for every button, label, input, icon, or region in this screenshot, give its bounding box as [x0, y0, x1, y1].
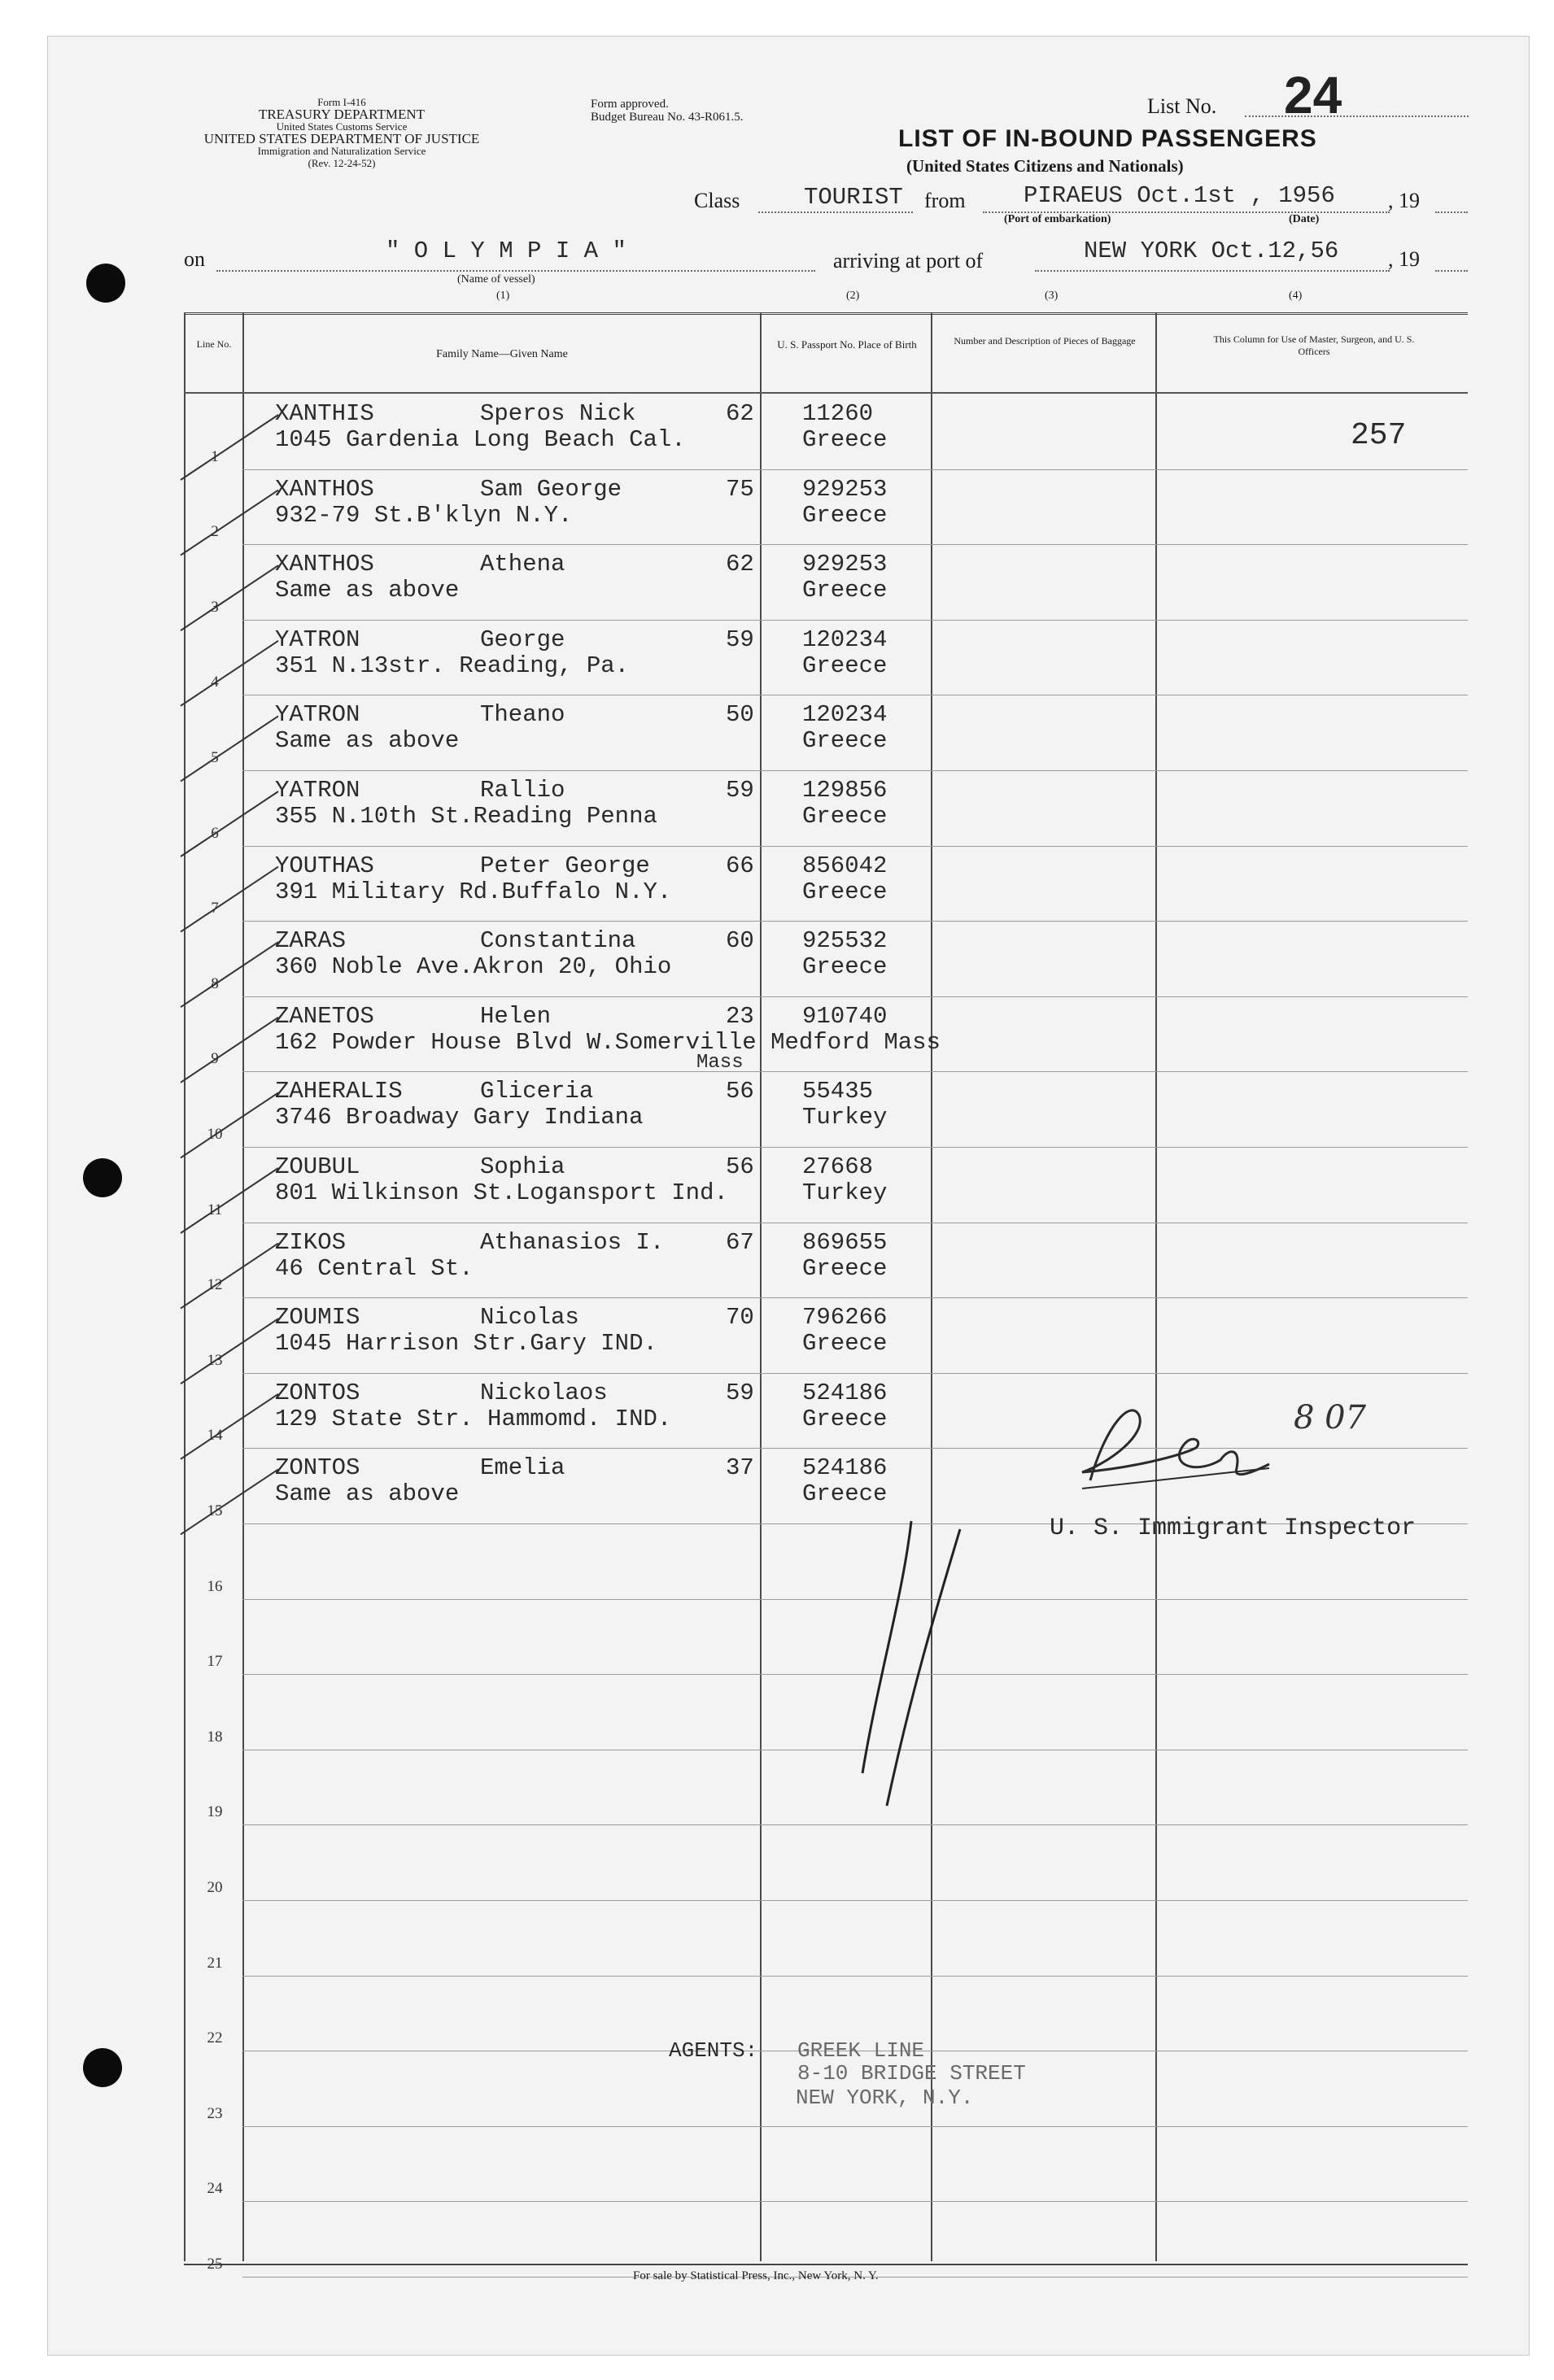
list-subtitle: (United States Citizens and Nationals) — [906, 156, 1184, 176]
col-marker-4: (4) — [1289, 290, 1303, 302]
footer-imprint: For sale by Statistical Press, Inc., New York, N. Y. — [633, 2269, 879, 2282]
address-continued: Mass — [696, 1051, 744, 1074]
line-number: 23 — [207, 2104, 223, 2122]
address: 801 Wilkinson St.Logansport Ind. — [275, 1179, 728, 1206]
row-rule — [242, 846, 1468, 847]
signature-note: 8 07 — [1294, 1399, 1367, 1436]
birthplace: Greece — [802, 1330, 888, 1358]
line-number: 15 — [207, 1502, 223, 1519]
age: 60 — [726, 927, 754, 955]
line-number: 24 — [207, 2180, 223, 2198]
given-name: Emelia — [480, 1454, 565, 1482]
check-stroke — [181, 1092, 278, 1157]
row-rule — [242, 469, 1468, 470]
family-name: ZANETOS — [275, 1002, 374, 1030]
closing-check-mark — [846, 1513, 976, 1822]
age: 59 — [726, 777, 754, 804]
passport-number: 120234 — [802, 626, 888, 653]
given-name: Nickolaos — [480, 1379, 608, 1406]
age: 67 — [726, 1228, 754, 1256]
line-number: 6 — [211, 824, 219, 842]
line-number: 11 — [207, 1201, 223, 1218]
line-number: 17 — [207, 1653, 223, 1671]
form-number: Form I-416 — [317, 96, 366, 108]
row-rule — [242, 544, 1468, 545]
birthplace: Greece — [802, 727, 888, 755]
family-name: YATRON — [275, 626, 360, 653]
birthplace: Greece — [802, 501, 888, 529]
given-name: Gliceria — [480, 1078, 594, 1105]
family-name: ZONTOS — [275, 1454, 360, 1482]
check-stroke — [181, 1394, 278, 1459]
check-stroke — [181, 791, 278, 857]
passport-number: 27668 — [802, 1153, 874, 1180]
age: 75 — [726, 475, 754, 503]
passport-number: 929253 — [802, 475, 888, 503]
birthplace: Greece — [802, 1405, 888, 1432]
justice-dept: UNITED STATES DEPARTMENT OF JUSTICE — [203, 131, 480, 146]
age: 37 — [726, 1454, 754, 1482]
check-stroke — [181, 490, 278, 556]
approval-block — [591, 98, 743, 124]
agents-line-2: 8-10 BRIDGE STREET — [797, 2061, 1026, 2086]
inspector-title: U. S. Immigrant Inspector — [1050, 1515, 1416, 1542]
given-name: Peter George — [480, 852, 650, 879]
year-line-1 — [1435, 211, 1468, 213]
given-name: Rallio — [480, 777, 565, 804]
check-stroke — [181, 867, 278, 932]
budget-bureau: Budget Bureau No. 43-R061.5. — [591, 111, 744, 124]
birthplace: Turkey — [802, 1104, 888, 1131]
address: 932-79 St.B'klyn N.Y. — [275, 501, 573, 529]
family-name: ZONTOS — [275, 1379, 360, 1406]
col-divider-baggage — [931, 312, 932, 2261]
line-number: 7 — [211, 900, 219, 918]
date-caption: (Date) — [1289, 213, 1320, 225]
row-rule — [242, 1373, 1468, 1374]
address: 3746 Broadway Gary Indiana — [275, 1104, 644, 1131]
birthplace: Greece — [802, 577, 888, 604]
header-passport: U. S. Passport No. Place of Birth — [777, 338, 917, 351]
line-number: 20 — [207, 1879, 223, 1896]
address: 1045 Gardenia Long Beach Cal. — [275, 426, 686, 453]
row-rule — [242, 770, 1468, 771]
given-name: Theano — [480, 701, 565, 729]
agents-line-3: NEW YORK, N.Y. — [796, 2086, 974, 2110]
customs-service: United States Customs Service — [276, 120, 408, 133]
vessel-name: " O L Y M P I A " — [386, 238, 626, 264]
check-stroke — [181, 1244, 278, 1309]
address: 351 N.13str. Reading, Pa. — [275, 652, 630, 679]
birthplace: Greece — [802, 652, 888, 679]
row-rule — [242, 1297, 1468, 1298]
birthplace: Greece — [802, 1480, 888, 1508]
col-marker-1: (1) — [496, 290, 510, 302]
line-number: 21 — [207, 1954, 223, 1972]
row-rule — [242, 1824, 1468, 1825]
given-name: Athanasios I. — [480, 1228, 665, 1256]
list-title: LIST OF IN-BOUND PASSENGERS — [898, 125, 1317, 152]
year-line-2 — [1435, 270, 1468, 272]
birthplace: Greece — [802, 426, 888, 453]
passport-number: 524186 — [802, 1454, 888, 1482]
given-name: Helen — [480, 1002, 552, 1030]
check-stroke — [181, 942, 278, 1007]
treasury-dept: TREASURY DEPARTMENT — [258, 107, 426, 122]
arrival-value: NEW YORK Oct.12,56 — [1084, 238, 1339, 264]
row-rule — [242, 1976, 1468, 1977]
family-name: ZAHERALIS — [275, 1078, 403, 1105]
family-name: YATRON — [275, 777, 360, 804]
row-rule — [242, 1071, 1468, 1072]
age: 70 — [726, 1304, 754, 1332]
given-name: Nicolas — [480, 1304, 579, 1332]
age: 66 — [726, 852, 754, 879]
arrival-line — [1035, 270, 1390, 272]
list-no-line — [1245, 116, 1469, 117]
given-name: Sam George — [480, 475, 622, 503]
from-label: from — [924, 189, 966, 212]
family-name: ZOUMIS — [275, 1304, 360, 1332]
agents-line-1: GREEK LINE — [797, 2038, 925, 2063]
agents-label: AGENTS: — [669, 2038, 758, 2063]
line-number: 13 — [207, 1351, 223, 1369]
line-number: 9 — [211, 1050, 219, 1068]
birthplace: Greece — [802, 878, 888, 905]
list-number: 24 — [1284, 66, 1342, 124]
check-stroke — [181, 1018, 278, 1083]
birthplace: Greece — [802, 953, 888, 981]
header-line-no: Line No. — [196, 338, 232, 350]
revision-date: (Rev. 12-24-52) — [308, 157, 376, 169]
inspector-signature — [1058, 1391, 1448, 1505]
check-stroke — [181, 1319, 278, 1384]
checkmark-strokes — [172, 390, 303, 1611]
passport-number: 11260 — [802, 400, 874, 427]
birthplace: Greece — [802, 1254, 888, 1282]
row-rule — [242, 921, 1468, 922]
line-number: 22 — [207, 2029, 223, 2047]
punch-hole-top — [86, 264, 125, 303]
family-name: XANTHOS — [275, 551, 374, 578]
row-rule — [242, 996, 1468, 997]
line-number: 12 — [207, 1276, 223, 1294]
family-name: ZARAS — [275, 927, 347, 955]
col-marker-3: (3) — [1045, 290, 1059, 302]
passport-number: 55435 — [802, 1078, 874, 1105]
age: 56 — [726, 1078, 754, 1105]
address: 391 Military Rd.Buffalo N.Y. — [275, 878, 672, 905]
passport-number: 129856 — [802, 777, 888, 804]
punch-hole-middle — [83, 1158, 122, 1197]
given-name: Athena — [480, 551, 565, 578]
passport-number: 925532 — [802, 927, 888, 955]
year-suffix-2: , 19 — [1388, 247, 1420, 271]
address: 360 Noble Ave.Akron 20, Ohio — [275, 953, 672, 981]
address: 129 State Str. Hammomd. IND. — [275, 1405, 672, 1432]
given-name: George — [480, 626, 565, 653]
age: 56 — [726, 1153, 754, 1180]
row-rule — [242, 2201, 1468, 2202]
list-no-label: List No. — [1147, 94, 1217, 118]
ins-service: Immigration and Naturalization Service — [257, 145, 426, 157]
address: 355 N.10th St.Reading Penna — [275, 803, 657, 830]
port-caption: (Port of embarkation) — [1004, 213, 1111, 225]
line-number: 14 — [207, 1427, 223, 1445]
line-number: 3 — [211, 598, 219, 616]
col-divider-passport — [760, 312, 762, 2261]
address: 46 Central St. — [275, 1254, 474, 1282]
age: 50 — [726, 701, 754, 729]
year-suffix-1: , 19 — [1388, 189, 1420, 212]
officer-note: 257 — [1351, 418, 1407, 453]
check-stroke — [181, 1168, 278, 1233]
passport-number: 524186 — [802, 1379, 888, 1406]
check-stroke — [181, 641, 278, 706]
row-rule — [242, 1147, 1468, 1148]
family-name: YOUTHAS — [275, 852, 374, 879]
manifest-table — [184, 312, 1468, 2265]
line-number: 4 — [211, 673, 219, 691]
address: Same as above — [275, 1480, 460, 1508]
row-rule — [242, 1900, 1468, 1901]
header-baggage: Number and Description of Pieces of Baggage — [954, 335, 1136, 347]
family-name: ZIKOS — [275, 1228, 347, 1256]
vessel-line — [216, 270, 815, 272]
passport-number: 929253 — [802, 551, 888, 578]
age: 59 — [726, 626, 754, 653]
passport-number: 856042 — [802, 852, 888, 879]
check-stroke — [181, 1469, 278, 1534]
check-stroke — [181, 565, 278, 630]
on-label: on — [184, 247, 205, 271]
row-rule — [242, 2126, 1468, 2127]
given-name: Constantina — [480, 927, 636, 955]
punch-hole-bottom — [83, 2048, 122, 2087]
form-approved: Form approved. — [591, 98, 669, 111]
class-value: TOURIST — [804, 184, 903, 211]
class-label: Class — [694, 189, 740, 212]
class-line — [758, 211, 913, 213]
family-name: XANTHIS — [275, 400, 374, 427]
address: Same as above — [275, 577, 460, 604]
address: Same as above — [275, 727, 460, 755]
col-divider-officers — [1155, 312, 1157, 2261]
age: 23 — [726, 1002, 754, 1030]
check-stroke — [181, 415, 278, 480]
passport-number: 910740 — [802, 1002, 888, 1030]
family-name: XANTHOS — [275, 475, 374, 503]
birthplace: Turkey — [802, 1179, 888, 1206]
family-name: YATRON — [275, 701, 360, 729]
header-name: Family Name—Given Name — [436, 348, 568, 360]
arriving-label: arriving at port of — [833, 249, 984, 272]
age: 59 — [726, 1379, 754, 1406]
birthplace: Greece — [802, 803, 888, 830]
given-name: Sophia — [480, 1153, 565, 1180]
passport-number: 120234 — [802, 701, 888, 729]
line-number: 10 — [207, 1126, 223, 1143]
age: 62 — [726, 400, 754, 427]
header-separator — [184, 392, 1468, 394]
form-agency-block — [163, 96, 521, 169]
line-number: 16 — [207, 1577, 223, 1595]
passport-number: 869655 — [802, 1228, 888, 1256]
check-stroke — [181, 716, 278, 781]
col-marker-2: (2) — [846, 290, 860, 302]
line-number: 2 — [211, 523, 219, 541]
age: 62 — [726, 551, 754, 578]
embarkation-value: PIRAEUS Oct.1st , 1956 — [1024, 182, 1335, 209]
line-number: 18 — [207, 1728, 223, 1746]
row-rule — [242, 620, 1468, 621]
line-number: 19 — [207, 1803, 223, 1821]
address: 162 Powder House Blvd W.Somerville Medford Mass — [275, 1028, 941, 1056]
line-number: 5 — [211, 749, 219, 766]
address: 1045 Harrison Str.Gary IND. — [275, 1330, 657, 1358]
header-officers: This Column for Use of Master, Surgeon, and U. S. Officers — [1213, 333, 1415, 357]
line-number: 25 — [207, 2256, 223, 2273]
family-name: ZOUBUL — [275, 1153, 360, 1180]
line-number: 1 — [211, 447, 219, 465]
line-number: 8 — [211, 974, 219, 992]
passport-number: 796266 — [802, 1304, 888, 1332]
vessel-caption: (Name of vessel) — [457, 273, 535, 286]
given-name: Speros Nick — [480, 400, 636, 427]
